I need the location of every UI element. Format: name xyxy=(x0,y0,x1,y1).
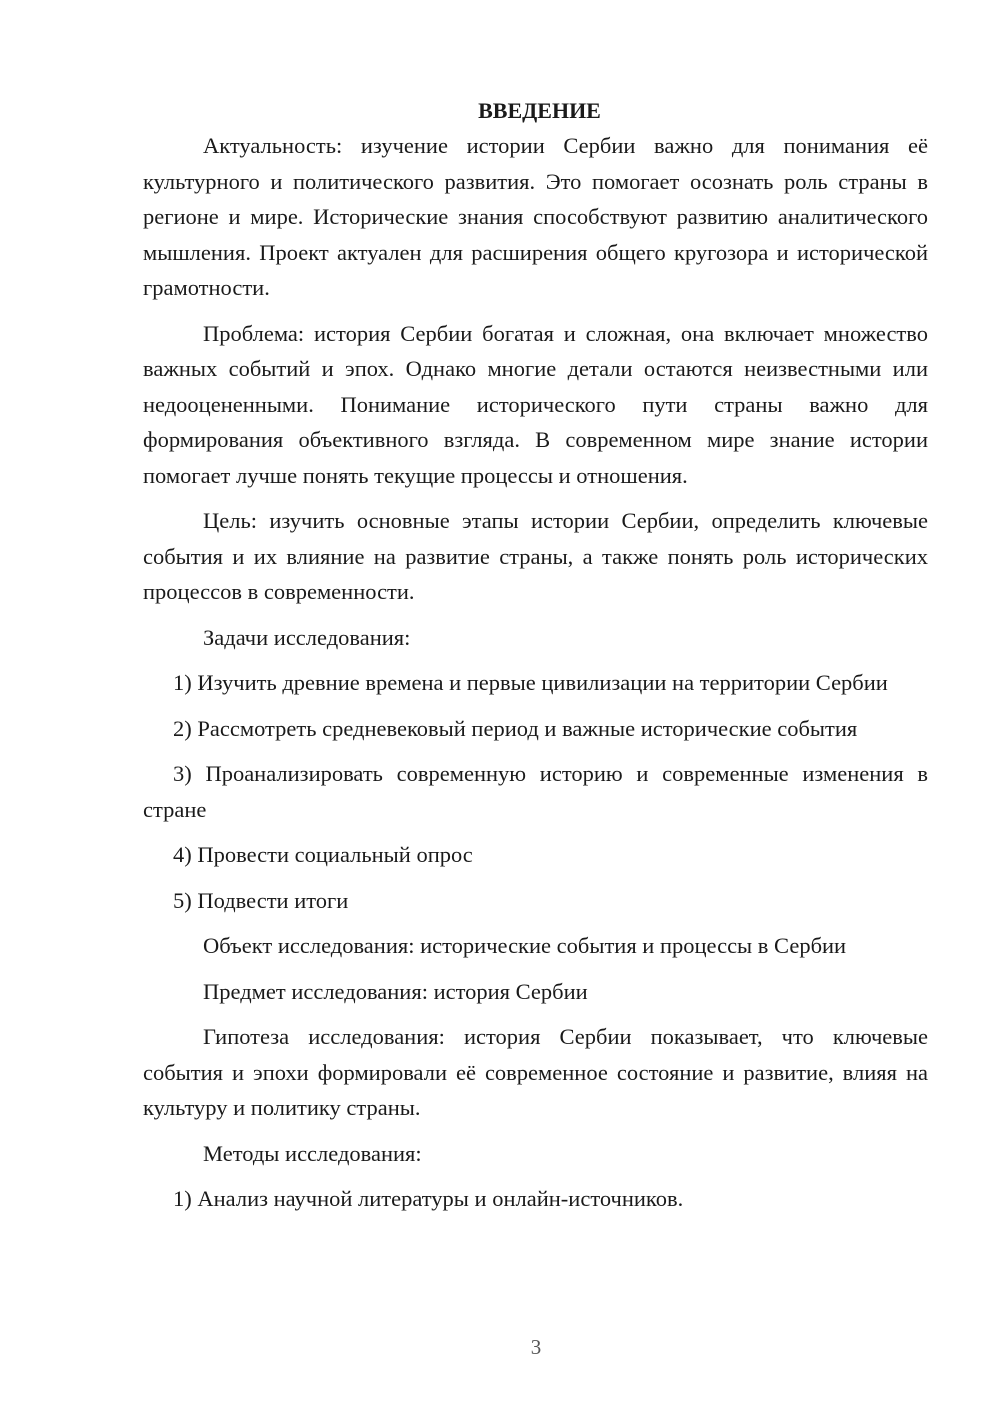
task-item-3: 3) Проанализировать современную историю и современные изменения в стране xyxy=(143,761,928,822)
goal-paragraph: Цель: изучить основные этапы истории Сербии, определить ключевые события и их влияние на развитие страны, а также понять роль исторических процессов в современности. xyxy=(143,508,928,604)
problem-paragraph: Проблема: история Сербии богатая и сложная, она включает множество важных событий и эпох. Однако многие детали остаются неизвестными или недооцененными. Понимание исторического пути страны важно для формирования объективного взгляда. В современном мире знание истории помогает лучше понять текущие процессы и отношения. xyxy=(143,320,928,488)
task-item-4: 4) Провести социальный опрос xyxy=(173,842,473,867)
relevance-paragraph: Актуальность: изучение истории Сербии важно для понимания её культурного и политического развития. Это помогает осознать роль страны в регионе и мире. Исторические знания способствуют развитию аналитического мышления. Проект актуален для расширения общего кругозора и исторической грамотности. xyxy=(143,133,928,300)
page-number: 3 xyxy=(530,1335,542,1359)
section-heading: ВВЕДЕНИЕ xyxy=(478,98,601,123)
task-item-5: 5) Подвести итоги xyxy=(173,887,349,913)
research-object: Объект исследования: исторические события и процессы в Сербии xyxy=(203,933,847,958)
hypothesis-paragraph: Гипотеза исследования: история Сербии показывает, что ключевые события и эпохи формировали её современное состояние и развитие, влияя на культуру и политику страны. xyxy=(143,1024,928,1120)
method-item-1: 1) Анализ научной литературы и онлайн-источников. xyxy=(173,1186,684,1211)
tasks-title: Задачи исследования: xyxy=(203,624,411,650)
research-subject: Предмет исследования: история Сербии xyxy=(203,978,588,1004)
page-content xyxy=(143,93,928,1217)
task-item-2: 2) Рассмотреть средневековый период и важные исторические события xyxy=(173,715,858,741)
methods-title: Методы исследования: xyxy=(203,1140,422,1166)
task-item-1: 1) Изучить древние времена и первые цивилизации на территории Сербии xyxy=(173,670,888,695)
